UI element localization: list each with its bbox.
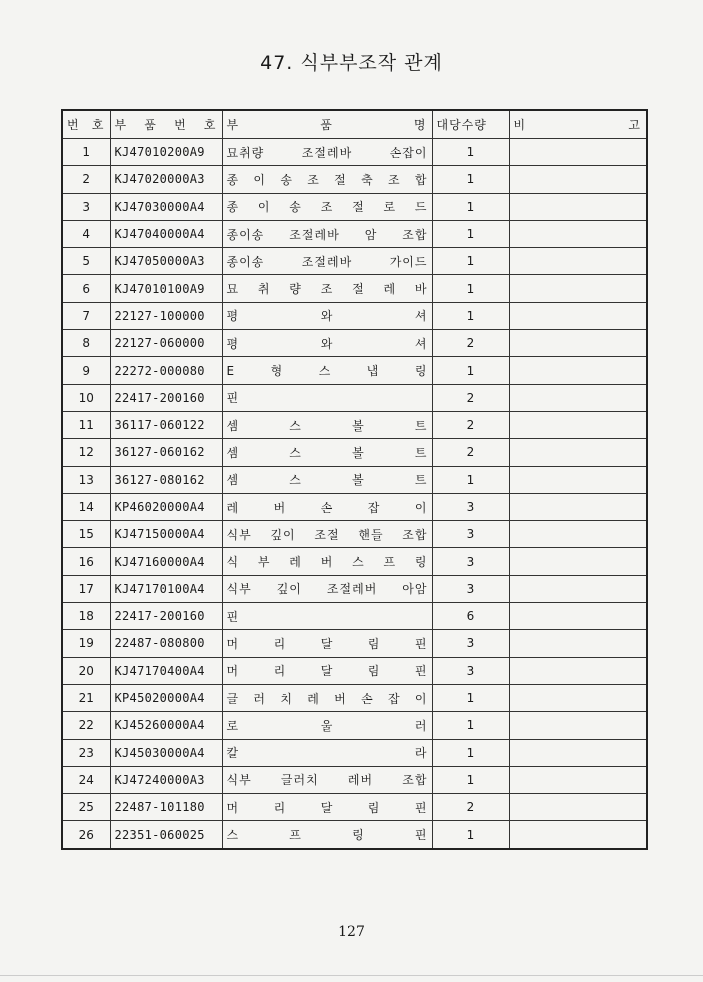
row-qty: 1 xyxy=(432,357,509,384)
row-part-name: 식부 깊이 조절레버 아암 xyxy=(222,575,432,602)
table-row xyxy=(62,139,647,166)
row-part-no: 22417-200160 xyxy=(110,384,222,411)
row-no: 17 xyxy=(62,575,110,602)
row-no: 8 xyxy=(62,330,110,357)
row-part-name: 머 리 달 림 핀 xyxy=(222,657,432,684)
row-qty: 3 xyxy=(432,657,509,684)
row-part-name: 로 울 러 xyxy=(222,712,432,739)
row-part-no: 36127-060162 xyxy=(110,439,222,466)
page-title: 47. 식부부조작 관계 xyxy=(260,52,443,74)
row-note xyxy=(509,794,647,821)
header-no: 번 호 xyxy=(62,110,110,139)
row-part-no: 22487-101180 xyxy=(110,794,222,821)
row-part-no: KJ45030000A4 xyxy=(110,739,222,766)
row-note xyxy=(509,139,647,166)
row-note xyxy=(509,548,647,575)
parts-table-body xyxy=(62,139,647,849)
row-note xyxy=(509,521,647,548)
row-no: 14 xyxy=(62,493,110,520)
row-no: 20 xyxy=(62,657,110,684)
row-part-name: 묘취량 조절레바 손잡이 xyxy=(222,139,432,166)
row-qty: 2 xyxy=(432,384,509,411)
table-row xyxy=(62,712,647,739)
row-qty: 1 xyxy=(432,766,509,793)
row-qty: 2 xyxy=(432,794,509,821)
row-note xyxy=(509,493,647,520)
row-part-no: KJ47150000A4 xyxy=(110,521,222,548)
row-qty: 3 xyxy=(432,493,509,520)
row-part-name: 종 이 송 조 절 축 조 합 xyxy=(222,166,432,193)
header-qty: 대당수량 xyxy=(432,110,509,139)
row-note xyxy=(509,821,647,849)
table-row xyxy=(62,193,647,220)
row-qty: 1 xyxy=(432,821,509,849)
row-part-name: 식부 글러치 레버 조합 xyxy=(222,766,432,793)
table-row xyxy=(62,575,647,602)
row-part-no: KJ47170400A4 xyxy=(110,657,222,684)
header-part-no: 부 품 번 호 xyxy=(110,110,222,139)
row-note xyxy=(509,302,647,329)
row-no: 22 xyxy=(62,712,110,739)
row-note xyxy=(509,712,647,739)
row-note xyxy=(509,439,647,466)
row-note xyxy=(509,166,647,193)
row-note xyxy=(509,384,647,411)
row-no: 21 xyxy=(62,684,110,711)
row-note xyxy=(509,739,647,766)
row-part-no: KJ47030000A4 xyxy=(110,193,222,220)
row-part-no: KJ45260000A4 xyxy=(110,712,222,739)
row-part-name: 셈 스 볼 트 xyxy=(222,411,432,438)
table-row xyxy=(62,684,647,711)
row-part-no: KP46020000A4 xyxy=(110,493,222,520)
table-row xyxy=(62,248,647,275)
row-no: 12 xyxy=(62,439,110,466)
row-no: 25 xyxy=(62,794,110,821)
row-no: 13 xyxy=(62,466,110,493)
row-part-no: KJ47050000A3 xyxy=(110,248,222,275)
row-qty: 1 xyxy=(432,248,509,275)
table-row xyxy=(62,739,647,766)
row-note xyxy=(509,766,647,793)
row-note xyxy=(509,684,647,711)
row-qty: 2 xyxy=(432,411,509,438)
row-qty: 1 xyxy=(432,302,509,329)
parts-table xyxy=(61,109,648,850)
table-row xyxy=(62,439,647,466)
row-qty: 3 xyxy=(432,630,509,657)
row-part-name: 평 와 셔 xyxy=(222,302,432,329)
header-name: 부 품 명 xyxy=(222,110,432,139)
row-note xyxy=(509,411,647,438)
row-qty: 1 xyxy=(432,275,509,302)
row-note xyxy=(509,248,647,275)
table-row xyxy=(62,603,647,630)
row-qty: 1 xyxy=(432,166,509,193)
row-part-name: 묘 취 량 조 절 레 바 xyxy=(222,275,432,302)
row-part-name: 글 러 치 레 버 손 잡 이 xyxy=(222,684,432,711)
row-no: 9 xyxy=(62,357,110,384)
row-part-name: 평 와 셔 xyxy=(222,330,432,357)
row-part-no: KJ47010100A9 xyxy=(110,275,222,302)
row-no: 15 xyxy=(62,521,110,548)
page-number: 127 xyxy=(338,924,365,940)
table-row xyxy=(62,330,647,357)
row-no: 23 xyxy=(62,739,110,766)
row-note xyxy=(509,275,647,302)
row-part-name: 핀 xyxy=(222,603,432,630)
row-part-name: E 형 스 냅 링 xyxy=(222,357,432,384)
row-qty: 3 xyxy=(432,575,509,602)
header-note: 비 고 xyxy=(509,110,647,139)
row-part-no: 36117-060122 xyxy=(110,411,222,438)
row-part-name: 식 부 레 버 스 프 링 xyxy=(222,548,432,575)
table-row xyxy=(62,548,647,575)
row-part-name: 셈 스 볼 트 xyxy=(222,439,432,466)
row-part-name: 칼 라 xyxy=(222,739,432,766)
row-no: 5 xyxy=(62,248,110,275)
row-qty: 1 xyxy=(432,220,509,247)
row-part-name: 식부 깊이 조절 핸들 조합 xyxy=(222,521,432,548)
row-no: 1 xyxy=(62,139,110,166)
row-no: 19 xyxy=(62,630,110,657)
row-part-name: 스 프 링 핀 xyxy=(222,821,432,849)
row-part-no: 22351-060025 xyxy=(110,821,222,849)
bottom-rule xyxy=(0,975,703,976)
row-qty: 1 xyxy=(432,684,509,711)
row-no: 11 xyxy=(62,411,110,438)
row-qty: 1 xyxy=(432,712,509,739)
row-note xyxy=(509,466,647,493)
table-row xyxy=(62,384,647,411)
row-part-no: KJ47170100A4 xyxy=(110,575,222,602)
table-row xyxy=(62,521,647,548)
row-qty: 1 xyxy=(432,193,509,220)
table-row xyxy=(62,630,647,657)
row-part-no: KJ47010200A9 xyxy=(110,139,222,166)
table-row xyxy=(62,411,647,438)
row-note xyxy=(509,357,647,384)
row-part-name: 종이송 조절레바 암 조합 xyxy=(222,220,432,247)
row-no: 10 xyxy=(62,384,110,411)
table-row xyxy=(62,357,647,384)
row-part-name: 종이송 조절레바 가이드 xyxy=(222,248,432,275)
row-part-no: KJ47040000A4 xyxy=(110,220,222,247)
row-note xyxy=(509,575,647,602)
row-part-no: KJ47020000A3 xyxy=(110,166,222,193)
row-qty: 2 xyxy=(432,439,509,466)
table-row xyxy=(62,657,647,684)
table-row xyxy=(62,220,647,247)
row-note xyxy=(509,193,647,220)
row-note xyxy=(509,603,647,630)
header-row xyxy=(62,110,647,139)
row-part-name: 종 이 송 조 절 로 드 xyxy=(222,193,432,220)
row-qty: 1 xyxy=(432,739,509,766)
row-qty: 1 xyxy=(432,466,509,493)
row-qty: 1 xyxy=(432,139,509,166)
row-part-name: 셈 스 볼 트 xyxy=(222,466,432,493)
row-part-no: KP45020000A4 xyxy=(110,684,222,711)
table-row xyxy=(62,275,647,302)
row-part-no: 36127-080162 xyxy=(110,466,222,493)
row-no: 4 xyxy=(62,220,110,247)
row-part-no: KJ47240000A3 xyxy=(110,766,222,793)
row-no: 16 xyxy=(62,548,110,575)
row-note xyxy=(509,630,647,657)
row-note xyxy=(509,657,647,684)
row-note xyxy=(509,330,647,357)
row-part-name: 머 리 달 림 핀 xyxy=(222,630,432,657)
row-qty: 3 xyxy=(432,521,509,548)
row-no: 24 xyxy=(62,766,110,793)
row-no: 18 xyxy=(62,603,110,630)
row-part-no: 22127-060000 xyxy=(110,330,222,357)
row-qty: 3 xyxy=(432,548,509,575)
row-no: 3 xyxy=(62,193,110,220)
row-no: 26 xyxy=(62,821,110,849)
table-row xyxy=(62,166,647,193)
table-row xyxy=(62,466,647,493)
row-no: 6 xyxy=(62,275,110,302)
row-part-name: 핀 xyxy=(222,384,432,411)
row-qty: 6 xyxy=(432,603,509,630)
table-row xyxy=(62,794,647,821)
row-qty: 2 xyxy=(432,330,509,357)
row-part-name: 레 버 손 잡 이 xyxy=(222,493,432,520)
table-row xyxy=(62,493,647,520)
table-row xyxy=(62,766,647,793)
row-note xyxy=(509,220,647,247)
row-part-name: 머 리 달 림 핀 xyxy=(222,794,432,821)
row-part-no: 22127-100000 xyxy=(110,302,222,329)
row-no: 7 xyxy=(62,302,110,329)
row-part-no: 22417-200160 xyxy=(110,603,222,630)
row-part-no: 22272-000080 xyxy=(110,357,222,384)
table-row xyxy=(62,821,647,849)
row-no: 2 xyxy=(62,166,110,193)
row-part-no: KJ47160000A4 xyxy=(110,548,222,575)
table-row xyxy=(62,302,647,329)
row-part-no: 22487-080800 xyxy=(110,630,222,657)
